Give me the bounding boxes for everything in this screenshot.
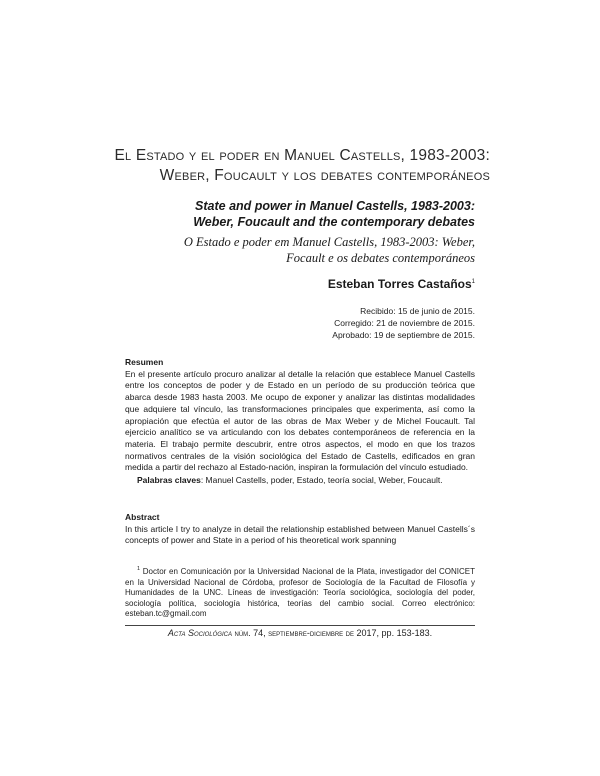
author-footnote-marker: 1: [471, 279, 475, 285]
footnote-body: [125, 564, 475, 620]
keywords-label: Palabras claves: [137, 475, 201, 486]
date-received: Recibido: 15 de junio de 2015.: [360, 306, 475, 316]
date-corrected: Corregido: 21 de noviembre de 2015.: [334, 318, 475, 328]
author-name: [200, 277, 475, 291]
title-pt-line-1: O Estado e poder em Manuel Castells, 1983-2003: Weber,: [183, 235, 475, 249]
resumen-section: [125, 357, 475, 487]
footnote-text: Doctor en Comunicación por la Universidad Nacional de la Plata, investigador del CONICET en la Universidad Nacional de Córdoba, profesor de Sociología de la Facultad de Filosofía y Humanidades de la UNC. Líneas de investigación: Teoría sociológica, sociología del poder, sociología política, sociología histórica, teorías del cambio social. Correo electrónico: esteban.tc@gmail.com: [125, 567, 475, 618]
article-title-pt: [120, 234, 475, 266]
footnote: [125, 564, 475, 620]
keywords-line: [125, 475, 475, 487]
title-pt-line-2: Focault e os debates contemporáneos: [286, 251, 475, 265]
abstract-section: [125, 512, 475, 547]
footer-divider: [125, 625, 475, 626]
title-en-line-2: Weber, Foucault and the contemporary debates: [193, 215, 475, 229]
article-title-en: [120, 198, 475, 230]
resumen-heading: Resumen: [125, 357, 164, 367]
keywords-text: : Manuel Castells, poder, Estado, teoría social, Weber, Foucault.: [200, 475, 443, 486]
title-en-line-1: State and power in Manuel Castells, 1983-2003:: [195, 199, 475, 213]
journal-pages: 2017, pp. 153-183.: [356, 628, 433, 638]
submission-dates: [260, 305, 475, 341]
footnote-marker: 1: [137, 566, 141, 572]
author-name-text: Esteban Torres Castaños: [327, 277, 472, 291]
journal-footer: [110, 628, 490, 638]
resumen-text: En el presente artículo procuro analizar al detalle la relación que establece Manuel Castells entre los conceptos de poder y de Estado en un período de su producción teórica que abarca desde 1983 hasta 2003. Me ocupo de exponer y analizar las distintas modalidades que adquiere tal vínculo, las transformaciones principales que experimenta, así como la apropiación que efectúa el autor de las obras de Max Weber y de Michel Foucault. Tal ejercicio analítico se va articulando con los debates contemporáneos de referencia en la materia. El trabajo permite descubrir, entre otros aspectos, el modo en que los trazos normativos centrales de la visión sociológica del Estado de Castells, edificados en gran medida a partir del rechazo al Estado-nación, inspiran la formulación del vínculo estudiado.: [125, 368, 475, 473]
date-approved: Aprobado: 19 de septiembre de 2015.: [332, 330, 475, 340]
journal-issue: núm. 74, septiembre-diciembre de: [234, 628, 355, 638]
journal-name: Acta Sociológica: [167, 628, 232, 638]
abstract-text: In this article I try to analyze in detail the relationship established between Manuel Castells´s concepts of power and State in a period of his theoretical work spanning: [125, 523, 475, 546]
title-es-line-1: El Estado y el poder en Manuel Castells, 1983-2003:: [114, 147, 490, 164]
abstract-heading: Abstract: [125, 512, 160, 522]
article-title-es: [110, 146, 490, 186]
title-es-line-2: Weber, Foucault y los debates contemporáneos: [159, 167, 490, 184]
